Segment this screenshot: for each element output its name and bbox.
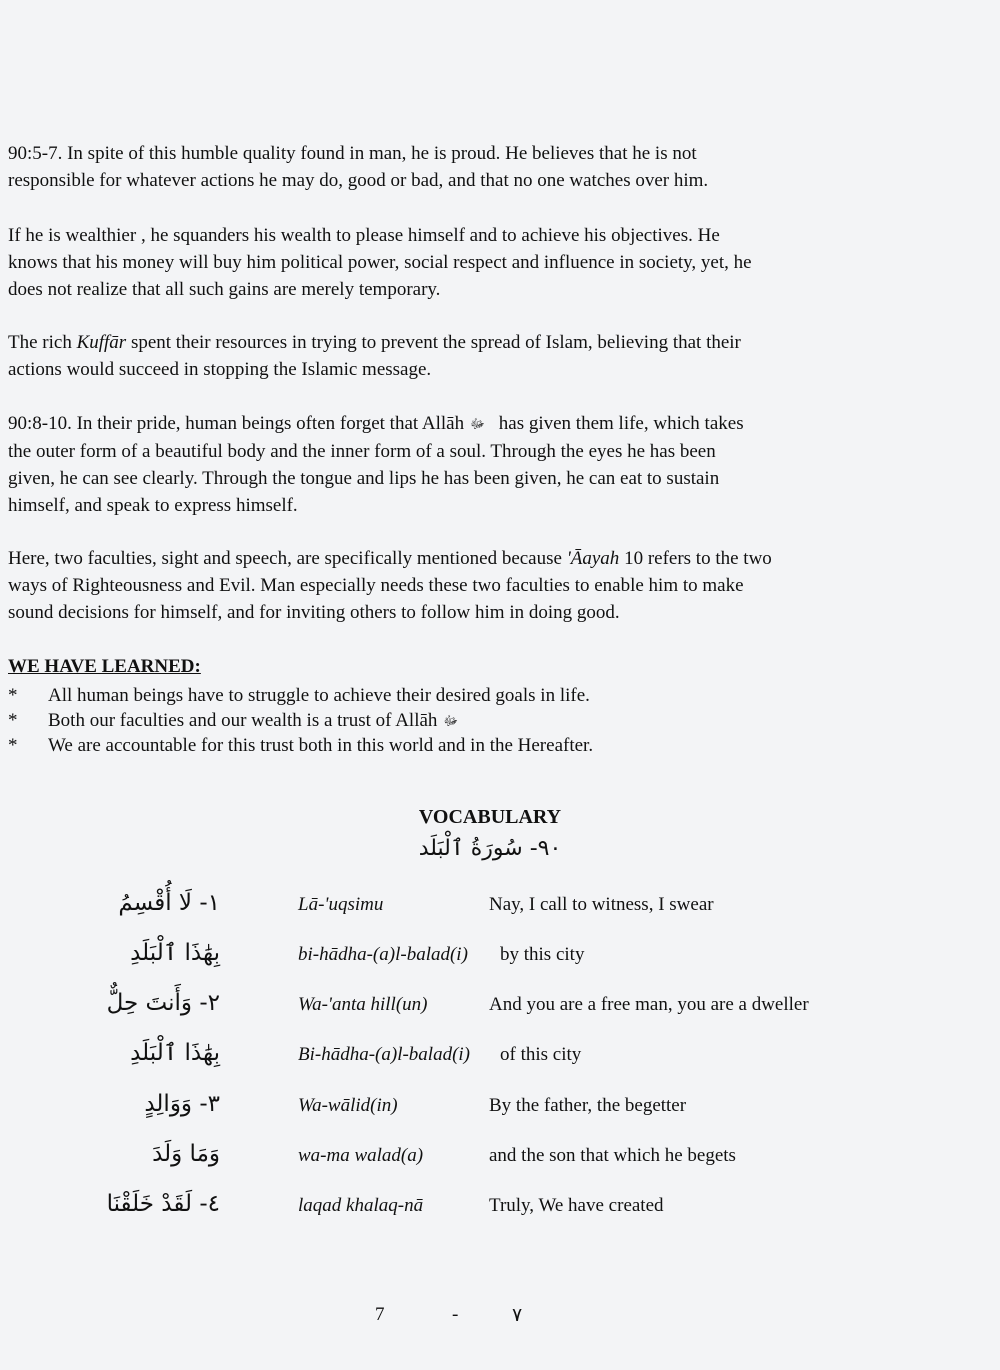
vocab-english: and the son that which he begets: [489, 1145, 736, 1166]
text-line: 90:5-7. In spite of this humble quality found in man, he is proud. He believes that he is not: [8, 143, 697, 164]
vocab-arabic: ٤- لَقَدْ خَلَقْنَا: [106, 1191, 220, 1217]
aayah-term: 'Āayah: [566, 548, 620, 569]
vocab-arabic: ١- لَا أُقْسِمُ: [118, 890, 220, 916]
vocab-transliteration: bi-hādha-(a)l-balad(i): [298, 944, 468, 965]
vocab-transliteration: laqad khalaq-nā: [298, 1195, 424, 1216]
honorific-seal-icon: ﷻ: [443, 714, 459, 730]
text-line: sound decisions for himself, and for inviting others to follow him in doing good.: [8, 602, 620, 623]
vocab-row: [0, 940, 1000, 980]
page-number-arabic: ٧: [512, 1304, 523, 1326]
vocab-row: [0, 890, 1000, 930]
text-line: responsible for whatever actions he may do, good or bad, and that no one watches over him.: [8, 170, 709, 191]
text-line: the outer form of a beautiful body and the inner form of a soul. Through the eyes he has been: [8, 441, 716, 463]
vocab-transliteration: Wa-wālid(in): [298, 1095, 398, 1116]
bullet-asterisk: *: [8, 735, 18, 756]
text-fragment: Here, two faculties, sight and speech, are specifically mentioned because: [8, 548, 567, 569]
text-line: given, he can see clearly. Through the tongue and lips he has been given, he can eat to sustain: [8, 468, 720, 490]
vocab-arabic: بِهَٰذَا ٱلْبَلَدِ: [130, 1040, 220, 1066]
vocab-arabic: بِهَٰذَا ٱلْبَلَدِ: [130, 940, 220, 966]
text-fragment: spent their resources in trying to prevent the spread of Islam, believing that their: [126, 332, 741, 353]
paragraph-kuffar: [8, 329, 898, 383]
text-line: does not realize that all such gains are merely temporary.: [8, 279, 441, 300]
honorific-seal-icon: ﷻ: [470, 417, 485, 433]
vocabulary-title: VOCABULARY: [418, 806, 562, 828]
page-number-separator: -: [452, 1304, 459, 1325]
vocab-transliteration: Lā-'uqsimu: [298, 894, 384, 915]
vocab-row: [0, 1141, 1000, 1181]
text-line: himself, and speak to express himself.: [8, 495, 298, 517]
paragraph-wealth: [8, 222, 898, 303]
vocab-english: Nay, I call to witness, I swear: [489, 894, 714, 915]
list-item-text: [48, 708, 464, 734]
text-fragment: has given them life, which takes: [498, 413, 744, 434]
paragraph-faculties: [8, 545, 898, 626]
kuffar-term: Kuffār: [76, 332, 127, 353]
text-fragment: 10 refers to the two: [619, 548, 772, 569]
bullet-asterisk: *: [8, 710, 18, 731]
text-fragment: The rich: [8, 332, 77, 353]
text-line: [8, 545, 898, 572]
list-item-text: All human beings have to struggle to achieve their desired goals in life.: [48, 685, 590, 706]
vocab-transliteration: wa-ma walad(a): [298, 1145, 424, 1166]
text-line: If he is wealthier , he squanders his wealth to please himself and to achieve his objectives. He: [8, 225, 720, 246]
text-line: knows that his money will buy him political power, social respect and influence in society, yet, he: [8, 252, 752, 273]
vocab-row: [0, 990, 1000, 1030]
text-fragment: 90:8-10. In their pride, human beings often forget that Allāh: [8, 413, 465, 434]
vocab-transliteration: Wa-'anta hill(un): [298, 994, 428, 1015]
paragraph-90-8-10: [8, 410, 898, 519]
paragraph-90-5-7: [8, 140, 898, 194]
vocab-english: And you are a free man, you are a dweller: [489, 994, 809, 1015]
vocab-english: By the father, the begetter: [489, 1095, 687, 1116]
vocab-english: by this city: [500, 944, 585, 965]
vocab-arabic: ٢- وَأَنتَ حِلٌّ: [106, 990, 220, 1016]
vocab-row: [0, 1040, 1000, 1080]
text-fragment: Both our faculties and our wealth is a trust of Allāh: [48, 710, 438, 731]
vocab-english: Truly, We have created: [489, 1195, 664, 1216]
bullet-asterisk: *: [8, 685, 18, 706]
vocab-row: [0, 1091, 1000, 1131]
page-number: 7: [375, 1304, 385, 1325]
text-line: ways of Righteousness and Evil. Man especially needs these two faculties to enable him to make: [8, 575, 744, 596]
vocab-english: of this city: [500, 1044, 582, 1065]
we-have-learned-heading: WE HAVE LEARNED:: [8, 656, 201, 677]
surah-title-arabic: ٩٠- سُورَةُ ٱلْبَلَد: [418, 836, 562, 861]
vocab-arabic: ٣- وَوَالِدٍ: [144, 1091, 220, 1117]
vocab-arabic: وَمَا وَلَدَ: [152, 1141, 220, 1167]
text-line: [8, 410, 898, 438]
text-line: actions would succeed in stopping the Islamic message.: [8, 359, 432, 380]
vocab-transliteration: Bi-hādha-(a)l-balad(i): [298, 1044, 471, 1065]
text-line: [8, 329, 898, 356]
vocab-row: [0, 1191, 1000, 1231]
list-item-text: We are accountable for this trust both in this world and in the Hereafter.: [48, 735, 594, 756]
